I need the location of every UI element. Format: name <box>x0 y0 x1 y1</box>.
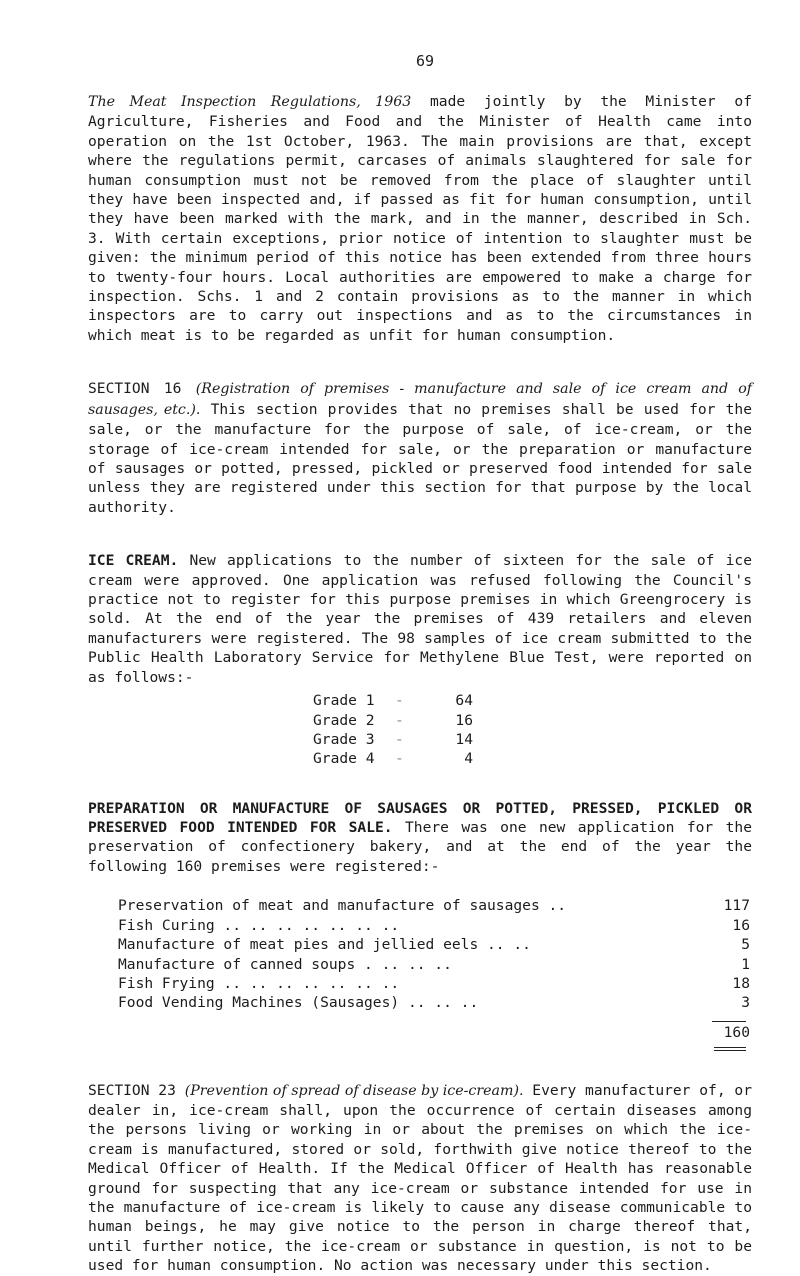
document-page <box>88 52 752 1276</box>
grade-row: Grade 2 - 16 <box>313 711 473 729</box>
section23-subtitle: (Prevention of spread of disease by ice-cream). <box>184 1082 524 1099</box>
section16-heading: SECTION 16 <box>88 380 182 398</box>
regulations-title: The Meat Inspection Regulations, 1963 <box>88 94 412 110</box>
ice-cream-paragraph <box>88 551 752 687</box>
intro-paragraph <box>88 92 752 345</box>
premises-row: Manufacture of meat pies and jellied eels .. .. 5 <box>118 936 750 954</box>
section16-text: This section provides that no premises shall be used for the sale, or the manufacture for the purpose of sale, of ice-cream, or the storage of ice-cream intended for sale, or the preparation or manufacture of sausages or potted, pressed, pickled or preserved food intended for sale unless they are registered under this section for that purpose by the local authority. <box>88 400 752 516</box>
grade-row: Grade 3 - 14 <box>313 730 473 748</box>
premises-row: Preservation of meat and manufacture of sausages .. 117 <box>118 897 750 915</box>
intro-text: made jointly by the Minister of Agriculture, Fisheries and Food and the Minister of Health came into operation on the 1st October, 1963. The main provisions are that, except where the regulations permit, carcases of animals slaughtered for sale for human consumption must not be removed from the place of slaughter until they have been inspected and, if passed as fit for human consumption, until they have been marked with the mark, and in the manner, described in Sch. 3. With certain exceptions, prior notice of intention to slaughter must be given: the minimum period of this notice has been extended from three hours to twenty-four hours. Local authorities are empowered to make a charge for inspection. Schs. 1 and 2 contain provisions as to the manner in which inspectors are to carry out inspections and as to the circumstances in which meat is to be regarded as unfit for human consumption. <box>88 93 752 344</box>
ice-cream-heading: ICE CREAM. <box>88 552 179 570</box>
preparation-paragraph <box>88 799 752 877</box>
grade-row: Grade 4 - 4 <box>313 750 473 768</box>
preparation-heading: PREPARATION OR MANUFACTURE OF SAUSAGES OR POTTED, PRESSED, PICKLED OR PRESERVED FOOD INTENDED FOR SALE. <box>88 799 752 836</box>
premises-row: Fish Frying .. .. .. .. .. .. .. 18 <box>118 974 750 992</box>
section16-subtitle: (Registration of premises - manufacture and sale of ice cream and of sausages, etc.). <box>88 381 752 418</box>
grades-table <box>313 691 752 769</box>
premises-row: Manufacture of canned soups . .. .. .. 1 <box>118 955 750 973</box>
section16-paragraph <box>88 379 752 517</box>
preparation-text: There was one new application for the preservation of confectionery bakery, and at the end of the year the following 160 premises were registered:- <box>88 818 753 875</box>
section23-paragraph <box>88 1081 752 1276</box>
premises-table <box>118 896 750 1050</box>
section23-heading: SECTION 23 <box>88 1081 176 1099</box>
premises-total: 160 <box>723 1024 750 1041</box>
premises-total-row <box>122 1022 750 1044</box>
grade-row: Grade 1 - 64 <box>313 692 473 710</box>
page-number: 69 <box>415 52 435 70</box>
premises-row: Fish Curing .. .. .. .. .. .. .. 16 <box>118 916 750 934</box>
premises-row: Food Vending Machines (Sausages) .. .. .. 3 <box>118 994 750 1012</box>
ice-cream-text: New applications to the number of sixteen for the sale of ice cream were approved. One application was refused following the Council's practice not to register for this purpose premises in which Greengrocery is sold. At the end of the year the premises of 439 retailers and eleven manufacturers were registered. The 98 samples of ice cream submitted to the Public Health Laboratory Service for Methylene Blue Test, were reported on as follows:- <box>88 552 752 686</box>
section23-text: Every manufacturer of, or dealer in, ice-cream shall, upon the occurrence of certain diseases among the persons living or working in or about the premises on which the ice-cream is manufactured, stored or sold, forthwith give notice thereof to the Medical Officer of Health. If the Medical Officer of Health has reasonable ground for suspecting that any ice-cream or substance intended for use in the manufacture of ice-cream is likely to cause any disease communicable to human beings, he may give notice to the person in charge thereof that, until further notice, the ice-cream or substance in question, is not to be used for human consumption. No action was necessary under this section. <box>88 1081 752 1275</box>
